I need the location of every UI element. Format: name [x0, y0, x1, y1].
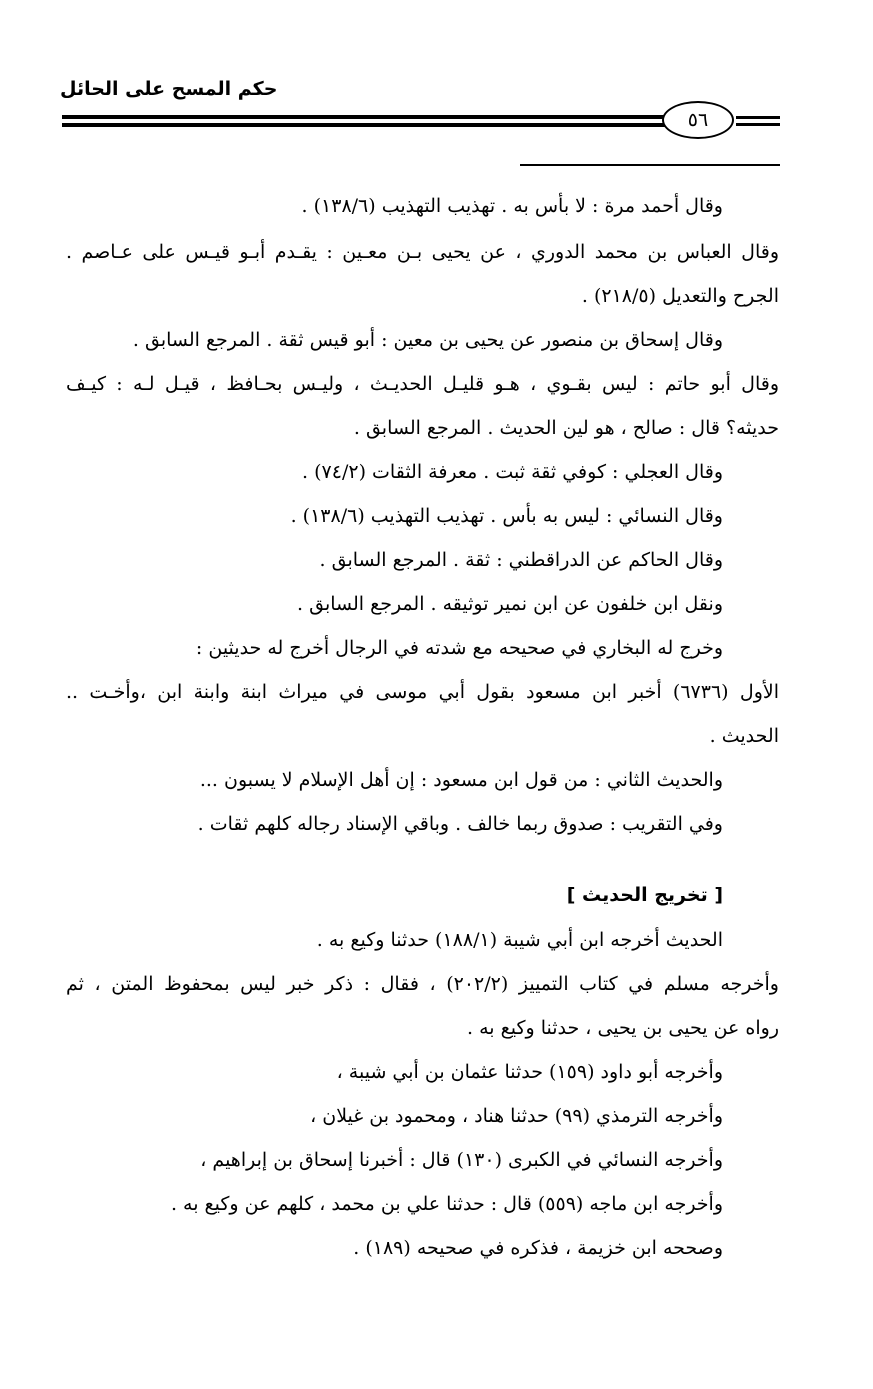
text-line: وأخرجه ابن ماجه (٥٥٩) قال : حدثنا علي بن محمد ، كلهم عن وكيع به . — [170, 1193, 723, 1215]
text-line: وقال إسحاق بن منصور عن يحيى بن معين : أبو قيس ثقة . المرجع السابق . — [132, 329, 723, 351]
text-line: وقال الحاكم عن الدراقطني : ثقة . المرجع السابق . — [319, 549, 723, 571]
header-rule — [62, 123, 668, 127]
text-line: وقال النسائي : ليس به بأس . تهذيب التهذيب (١٣٨/٦) . — [290, 505, 723, 527]
text-line: وأخرجه النسائي في الكبرى (١٣٠) قال : أخبرنا إسحاق بن إبراهيم ، — [200, 1149, 723, 1171]
text-line: وقال أحمد مرة : لا بأس به . تهذيب التهذيب (١٣٨/٦) . — [301, 195, 723, 217]
text-line: الجرح والتعديل (٢١٨/٥) . — [581, 285, 779, 307]
text-line: والحديث الثاني : من قول ابن مسعود : إن أهل الإسلام لا يسبون ... — [199, 769, 723, 791]
text-line: وقال أبو حاتم : ليس بقـوي ، هـو قليـل الحديـث ، وليـس بحـافظ ، قيـل لـه : كيـف — [66, 373, 779, 395]
page-number: ٥٦ — [662, 101, 734, 139]
text-line: وصححه ابن خزيمة ، فذكره في صحيحه (١٨٩) . — [353, 1237, 723, 1259]
text-line: وقال العباس بن محمد الدوري ، عن يحيى بـن معـين : يقـدم أبـو قيـس على عـاصم . — [66, 241, 779, 263]
text-line: وقال العجلي : كوفي ثقة ثبت . معرفة الثقات (٧٤/٢) . — [302, 461, 723, 483]
text-line: وأخرجه مسلم في كتاب التمييز (٢٠٢/٢) ، فقال : ذكر خبر ليس بمحفوظ المتن ، ثم — [66, 973, 779, 995]
text-line: ونقل ابن خلفون عن ابن نمير توثيقه . المرجع السابق . — [297, 593, 723, 615]
text-line: الحديث أخرجه ابن أبي شيبة (١٨٨/١) حدثنا وكيع به . — [316, 929, 723, 951]
running-header-title: حكم المسح على الحائل — [60, 78, 278, 100]
header-rule — [736, 116, 780, 119]
text-line: الحديث . — [709, 725, 779, 747]
header-rule — [736, 123, 780, 126]
text-line: وخرج له البخاري في صحيحه مع شدته في الرجال أخرج له حديثين : — [195, 637, 723, 659]
text-line: وفي التقريب : صدوق ربما خالف . وباقي الإسناد رجاله كلهم ثقات . — [197, 813, 723, 835]
text-line: رواه عن يحيى بن يحيى ، حدثنا وكيع به . — [467, 1017, 779, 1039]
footnote-separator — [520, 164, 780, 166]
text-line: وأخرجه الترمذي (٩٩) حدثنا هناد ، ومحمود بن غيلان ، — [310, 1105, 723, 1127]
header-rule — [62, 115, 668, 119]
text-line: وأخرجه أبو داود (١٥٩) حدثنا عثمان بن أبي شيبة ، — [336, 1061, 723, 1083]
text-line: حديثه؟ قال : صالح ، هو لين الحديث . المرجع السابق . — [353, 417, 779, 439]
section-heading: [ تخريج الحديث ] — [566, 884, 723, 906]
text-line: الأول (٦٧٣٦) أخبر ابن مسعود بقول أبي موسى في ميراث ابنة وابنة ابن ،وأخـت .. — [66, 681, 779, 703]
